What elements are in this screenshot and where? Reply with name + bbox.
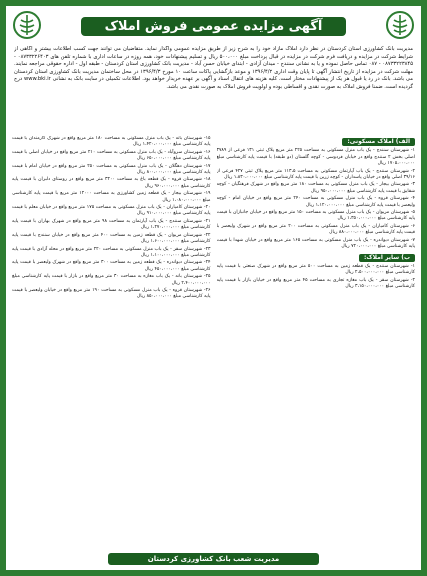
list-item: ۲۰- شهرستان کامیاران - یک باب منزل مسکونی به مساحت ۱۷۵ متر مربع واقع در خیابان معلم با قیمت پایه کارشناسی مبلغ ۹۱۰،۰۰۰،۰۰۰ ریال — [12, 205, 211, 217]
intro-text: مدیریت بانک کشاورزی استان کردستان در نظر دارد املاک مازاد خود را به شرح زیر از طریق مزایده عمومی واگذار نماید. متقاضیان می توانند جهت کسب اطلاعات بیشتر و آگاهی از شرایط شرکت در مزایده و دریافت فرم شرکت در مزایده در قبال پرداخت مبلغ ۵۰۰،۰۰۰ ریال و تسلیم پیشنهادات خود، همه روزه در ساعات اداری با شماره تلفن های ۰۸۷۳۳۲۲۶۴۰۳ - ۰۸۷۳۳۲۲۳۸۴۵ - ۰۸۷ تماس حاصل نموده و یا به نشانی سنندج - میدان آزادی - ابتدای خیابان حسن آباد - مدیریت بانک کشاورزی استان کردستان - طبقه اول - اداره حقوقی مراجعه نمایند. مهلت شرکت در مزایده از تاریخ انتشار آگهی تا پایان وقت اداری ۱۳۹۶/۴/۲ و موعد بازگشایی پاکات ساعت ۱۰ مورخ ۱۳۹۶/۴/۳ در محل ساختمان مدیریت بانک کشاورزی استان کردستان می باشد. بانک در رد یا قبول هر یک از پیشنهادات مختار است. کلیه هزینه های انتقال اسناد و آگهی بر عهده خریدار خواهد بود. اطلاعات تکمیلی در سایت بانک به نشانی www.bki.ir درج گردیده است. ضمنا فروش املاک به صورت نقدی و اقساطی بوده و اولویت فروش املاک به صورت نقدی می باشد. — [14, 46, 413, 90]
list-item: ۲۱- شهرستان سنندج - یک باب آپارتمان به مساحت ۹۸ متر مربع واقع در شهرک بهاران با قیمت پایه کارشناسی مبلغ ۱،۲۷۰،۰۰۰،۰۰۰ ریال — [12, 218, 211, 231]
footer — [6, 548, 421, 570]
list-item: ۱۷- شهرستان دهگلان - یک باب منزل مسکونی به مساحت ۲۵۰ متر مربع واقع در خیابان امام با قیمت پایه کارشناسی مبلغ ۸۰۰،۰۰۰،۰۰۰ ریال — [12, 163, 211, 176]
footer-signature: مدیریت شعب بانک کشاورزی کردستان — [108, 553, 319, 565]
list-item: ۱- شهرستان سنندج - یک قطعه زمین به مساحت ۵۰۰ متر مربع واقع در شهرک صنعتی با قیمت پایه کارشناسی مبلغ ۲،۵۰۰،۰۰۰،۰۰۰ ریال — [216, 263, 415, 276]
list-item: ۱۵- شهرستان بانه - یک باب منزل مسکونی به مساحت ۱۸۰ متر مربع واقع در شهرک کارمندان با قیمت پایه کارشناسی مبلغ ۱،۴۲۰،۰۰۰،۰۰۰ ریال — [12, 136, 211, 148]
list-item: ۱۹- شهرستان بیجار - یک قطعه زمین کشاورزی به مساحت ۱۲۰۰۰ متر مربع با قیمت پایه کارشناسی مبلغ ۱،۰۸۰،۰۰۰،۰۰۰ ریال — [12, 191, 211, 203]
list-item: ۵- شهرستان مریوان - یک باب منزل مسکونی به مساحت ۱۵۰ متر مربع واقع در خیابان جانبازان با قیمت پایه کارشناسی مبلغ ۱،۳۵۰،۰۰۰،۰۰۰ ریال — [216, 210, 415, 222]
left-column — [12, 136, 211, 544]
listings-columns — [12, 136, 415, 544]
list-item: ۱۸- شهرستان قروه - یک قطعه باغ به مساحت ۳۲۰۰ متر مربع واقع در روستای دلبران با قیمت پایه کارشناسی مبلغ ۹۶۰،۰۰۰،۰۰۰ ریال — [12, 177, 211, 189]
bank-logo-icon — [12, 10, 42, 40]
section-other-title: ب) سایر املاک: — [359, 254, 415, 262]
list-item: ۲- شهرستان سنندج - یک باب آپارتمان مسکونی به مساحت ۱۱۳،۵ متر مربع پلاک ثبتی ۴۲۷ فرعی از ۳۹/۱۶ اصلی واقع در خیابان پاسداران - کوچه زرین با قیمت پایه کارشناسی مبلغ ۱،۸۳۰،۰۰۰،۰۰۰ ریال — [216, 168, 415, 181]
list-item: ۲۶- شهرستان قروه - یک باب منزل مسکونی به مساحت ۱۹۰ متر مربع واقع در خیابان ولیعصر با قیمت پایه کارشناسی مبلغ ۸۵۰،۰۰۰،۰۰۰ ریال — [12, 287, 211, 300]
list-item: ۲۲- شهرستان مریوان - یک قطعه زمین به مساحت ۴۰۰ متر مربع واقع در خیابان سنندج با قیمت پایه کارشناسی مبلغ ۱،۶۰۰،۰۰۰،۰۰۰ ریال — [12, 232, 211, 245]
list-item: ۲۳- شهرستان سقز - یک باب منزل مسکونی به مساحت ۲۲۰ متر مربع واقع در محله آزادی با قیمت پایه کارشناسی مبلغ ۱،۱۰۰،۰۰۰،۰۰۰ ریال — [12, 246, 211, 258]
list-item: ۴- شهرستان قروه - یک باب منزل مسکونی به مساحت ۲۴۰ متر مربع واقع در خیابان امام - کوچه ولیعصر با قیمت پایه کارشناسی مبلغ ۱،۱۲۰،۰۰۰،۰۰۰ ریال — [216, 196, 415, 208]
list-item: ۷- شهرستان دیواندره - یک باب منزل مسکونی به مساحت ۱۶۵ متر مربع واقع در خیابان شهدا با قیمت پایه کارشناسی مبلغ ۷۲۰،۰۰۰،۰۰۰ ریال — [216, 237, 415, 250]
bank-logo-icon — [385, 10, 415, 40]
list-item: ۱- شهرستان سنندج - یک باب منزل مسکونی به مساحت ۲۲۵ متر مربع پلاک ثبتی ۱۳۱ فرعی از ۳۷۸۹ اصلی بخش ۲ سنندج واقع در خیابان فردوسی - کوچه گلستان (دو طبقه) با قیمت پایه کارشناسی مبلغ ۱۷۰۵،۰۰۰،۰۰۰ ریال — [216, 148, 415, 167]
list-item: ۶- شهرستان کامیاران - یک باب منزل مسکونی به مساحت ۲۰۰ متر مربع واقع در شهرک ولیعصر با قیمت پایه کارشناسی مبلغ ۸۸۰،۰۰۰،۰۰۰ ریال — [216, 223, 415, 236]
list-item: ۲۴- شهرستان دیواندره - یک قطعه زمین به مساحت ۳۰۰ متر مربع واقع در شهرک ولیعصر با قیمت پایه کارشناسی مبلغ ۴۵۰،۰۰۰،۰۰۰ ریال — [12, 260, 211, 272]
list-item: ۳- شهرستان بیجار - یک باب منزل مسکونی به مساحت ۱۸۰ متر مربع واقع در شهرک فرهنگیان - کوچه شقایق با قیمت پایه کارشناسی مبلغ ۹۵۰،۰۰۰،۰۰۰ ریال — [216, 182, 415, 194]
list-item: ۲- شهرستان سقز - یک باب مغازه تجاری به مساحت ۴۵ متر مربع واقع در خیابان بازار با قیمت پایه کارشناسی مبلغ ۳،۱۵۰،۰۰۰،۰۰۰ ریال — [216, 277, 415, 290]
header — [6, 6, 421, 46]
section-residential-title: الف) املاک مسکونی: — [342, 138, 415, 146]
list-item: ۱۶- شهرستان سروآباد - یک باب منزل مسکونی به مساحت ۲۱۰ متر مربع واقع در خیابان اصلی با قیمت پایه کارشناسی مبلغ ۶۵۰،۰۰۰،۰۰۰ ریال — [12, 149, 211, 162]
page-title: آگهی مزایده عمومی فروش املاک — [81, 17, 347, 36]
right-column — [217, 136, 416, 544]
list-item: ۲۵- شهرستان بانه - یک باب مغازه به مساحت ۳۰ متر مربع واقع در بازار با قیمت پایه کارشناسی مبلغ ۲،۴۰۰،۰۰۰،۰۰۰ ریال — [12, 274, 211, 286]
